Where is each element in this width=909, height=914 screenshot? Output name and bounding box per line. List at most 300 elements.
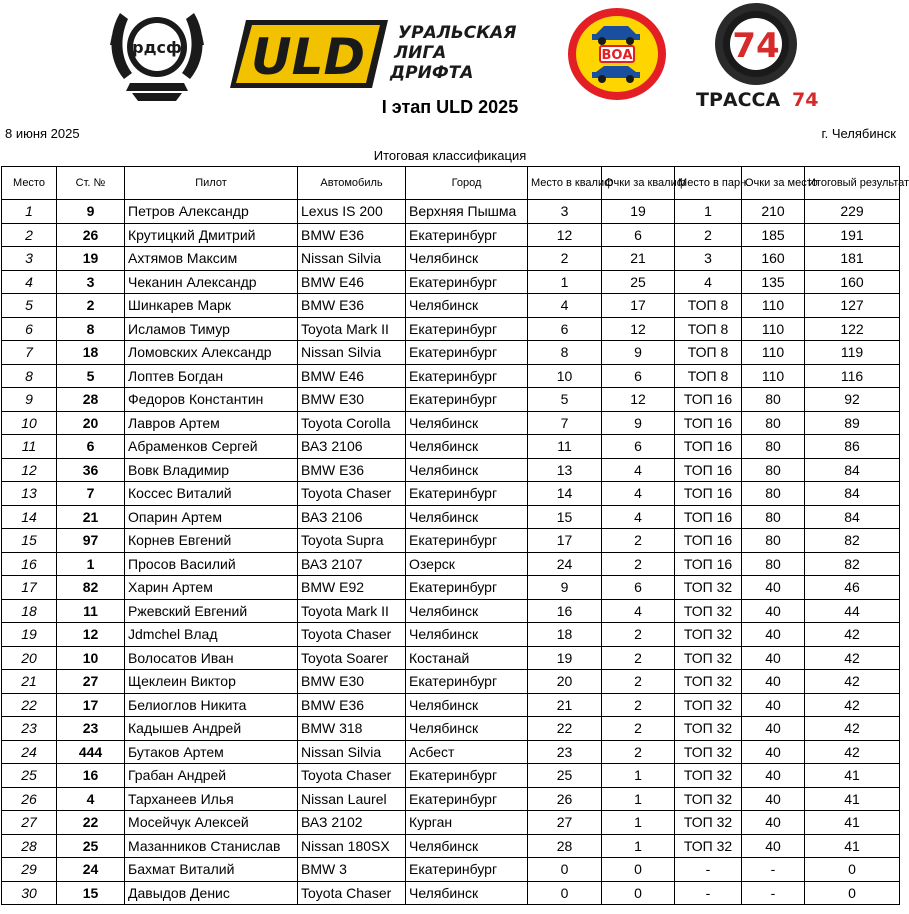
cell-city: Челябинск [406,294,528,318]
cell-pilot: Корнев Евгений [125,529,298,553]
cell-qual-place: 11 [528,435,602,459]
cell-car: ВАЗ 2106 [298,505,406,529]
cell-car: BMW E30 [298,670,406,694]
table-row [2,223,900,247]
cell-pilot: Опарин Артем [125,505,298,529]
table-row [2,693,900,717]
col-header-qual-place: Место в квалиф [528,167,602,200]
cell-place: 23 [2,717,57,741]
cell-car: Nissan Silvia [298,341,406,365]
cell-pilot: Чеканин Александр [125,270,298,294]
cell-qual-points: 2 [602,623,675,647]
cell-battle-place: ТОП 32 [675,717,742,741]
cell-pilot: Мазанников Станислав [125,834,298,858]
cell-start-number: 23 [57,717,125,741]
cell-qual-points: 19 [602,200,675,224]
cell-start-number: 444 [57,740,125,764]
cell-place: 3 [2,247,57,271]
cell-final-result: 84 [805,458,900,482]
table-header-row [2,167,900,200]
cell-city: Екатеринбург [406,270,528,294]
cell-car: ВАЗ 2106 [298,435,406,459]
event-title: I этап ULD 2025 [381,97,519,117]
cell-city: Челябинск [406,599,528,623]
table-row [2,270,900,294]
cell-place: 16 [2,552,57,576]
cell-qual-place: 4 [528,294,602,318]
cell-car: BMW E46 [298,364,406,388]
cell-city: Челябинск [406,247,528,271]
cell-pilot: Ахтямов Максим [125,247,298,271]
cell-city: Екатеринбург [406,341,528,365]
cell-qual-place: 0 [528,881,602,905]
cell-qual-points: 1 [602,764,675,788]
cell-car: ВАЗ 2107 [298,552,406,576]
cell-place: 22 [2,693,57,717]
table-row [2,529,900,553]
cell-pilot: Петров Александр [125,200,298,224]
cell-place: 18 [2,599,57,623]
cell-car: BMW E36 [298,693,406,717]
cell-place-points: 80 [742,505,805,529]
cell-place-points: 185 [742,223,805,247]
cell-start-number: 27 [57,670,125,694]
cell-place-points: 80 [742,482,805,506]
cell-place-points: 135 [742,270,805,294]
cell-qual-points: 2 [602,529,675,553]
cell-battle-place: 3 [675,247,742,271]
cell-final-result: 122 [805,317,900,341]
cell-final-result: 0 [805,881,900,905]
uld-logo [230,16,550,92]
cell-city: Екатеринбург [406,482,528,506]
cell-battle-place: ТОП 32 [675,764,742,788]
col-header-place: Место [2,167,57,200]
cell-place-points: 80 [742,435,805,459]
cell-place-points: - [742,858,805,882]
cell-place-points: 110 [742,341,805,365]
cell-qual-place: 16 [528,599,602,623]
cell-car: Nissan Silvia [298,247,406,271]
cell-city: Екатеринбург [406,388,528,412]
cell-start-number: 22 [57,811,125,835]
cell-battle-place: ТОП 8 [675,294,742,318]
table-row [2,646,900,670]
cell-pilot: Волосатов Иван [125,646,298,670]
cell-battle-place: ТОП 32 [675,646,742,670]
table-row [2,247,900,271]
cell-city: Екатеринбург [406,317,528,341]
cell-city: Екатеринбург [406,576,528,600]
cell-final-result: 41 [805,834,900,858]
cell-place: 25 [2,764,57,788]
cell-city: Озерск [406,552,528,576]
cell-qual-place: 23 [528,740,602,764]
cell-start-number: 12 [57,623,125,647]
cell-pilot: Белиоглов Никита [125,693,298,717]
cell-place: 4 [2,270,57,294]
cell-battle-place: ТОП 32 [675,576,742,600]
cell-start-number: 28 [57,388,125,412]
cell-start-number: 82 [57,576,125,600]
cell-qual-place: 17 [528,529,602,553]
classification-subtitle: Итоговая классификация [373,148,527,163]
table-row [2,881,900,905]
cell-qual-points: 4 [602,482,675,506]
cell-place-points: 160 [742,247,805,271]
cell-battle-place: ТОП 16 [675,552,742,576]
cell-qual-points: 2 [602,646,675,670]
cell-start-number: 25 [57,834,125,858]
cell-battle-place: 4 [675,270,742,294]
col-header-battle-place: Место в парн. [675,167,742,200]
cell-qual-points: 0 [602,858,675,882]
table-row [2,811,900,835]
cell-battle-place: - [675,858,742,882]
cell-start-number: 10 [57,646,125,670]
table-row [2,552,900,576]
cell-city: Челябинск [406,435,528,459]
cell-battle-place: ТОП 32 [675,740,742,764]
cell-car: BMW E46 [298,270,406,294]
cell-car: BMW E36 [298,294,406,318]
cell-pilot: Исламов Тимур [125,317,298,341]
cell-qual-place: 13 [528,458,602,482]
cell-pilot: Харин Артем [125,576,298,600]
cell-qual-points: 9 [602,341,675,365]
cell-place-points: 110 [742,294,805,318]
cell-start-number: 20 [57,411,125,435]
cell-qual-place: 7 [528,411,602,435]
cell-place: 8 [2,364,57,388]
track-logo-number: 74 [792,89,819,111]
cell-start-number: 26 [57,223,125,247]
cell-city: Екатеринбург [406,787,528,811]
cell-battle-place: ТОП 8 [675,341,742,365]
cell-car: BMW E30 [298,388,406,412]
cell-car: Toyota Chaser [298,623,406,647]
cell-place: 9 [2,388,57,412]
cell-final-result: 84 [805,482,900,506]
table-row [2,294,900,318]
cell-place-points: 80 [742,411,805,435]
cell-final-result: 41 [805,764,900,788]
cell-final-result: 82 [805,529,900,553]
cell-qual-place: 9 [528,576,602,600]
cell-final-result: 41 [805,811,900,835]
cell-pilot: Федоров Константин [125,388,298,412]
cell-qual-points: 2 [602,740,675,764]
cell-place-points: 80 [742,458,805,482]
cell-place-points: 80 [742,388,805,412]
cell-pilot: Лавров Артем [125,411,298,435]
cell-place: 30 [2,881,57,905]
cell-qual-points: 21 [602,247,675,271]
cell-city: Верхняя Пышма [406,200,528,224]
cell-place: 28 [2,834,57,858]
cell-city: Челябинск [406,623,528,647]
cell-pilot: Шинкарев Марк [125,294,298,318]
cell-city: Курган [406,811,528,835]
cell-pilot: Ломовских Александр [125,341,298,365]
cell-qual-points: 6 [602,223,675,247]
cell-city: Екатеринбург [406,858,528,882]
cell-qual-points: 17 [602,294,675,318]
league-name-line-1: УРАЛЬСКАЯ [398,23,517,43]
cell-place-points: 40 [742,599,805,623]
cell-qual-points: 12 [602,388,675,412]
cell-qual-points: 6 [602,435,675,459]
table-row [2,458,900,482]
cell-city: Екатеринбург [406,364,528,388]
table-row [2,576,900,600]
cell-qual-place: 5 [528,388,602,412]
table-row [2,435,900,459]
cell-final-result: 42 [805,693,900,717]
table-row [2,740,900,764]
cell-pilot: Кадышев Андрей [125,717,298,741]
cell-qual-points: 0 [602,881,675,905]
cell-qual-place: 14 [528,482,602,506]
cell-final-result: 160 [805,270,900,294]
cell-place: 5 [2,294,57,318]
cell-car: Toyota Mark II [298,317,406,341]
cell-final-result: 127 [805,294,900,318]
cell-car: BMW E36 [298,458,406,482]
cell-start-number: 9 [57,200,125,224]
cell-qual-place: 25 [528,764,602,788]
table-row [2,670,900,694]
cell-place: 6 [2,317,57,341]
uld-logo-text: ULD [251,28,365,86]
cell-qual-place: 26 [528,787,602,811]
table-row [2,717,900,741]
cell-car: Toyota Chaser [298,482,406,506]
cell-qual-points: 4 [602,599,675,623]
cell-final-result: 119 [805,341,900,365]
cell-start-number: 7 [57,482,125,506]
cell-car: Lexus IS 200 [298,200,406,224]
cell-car: Toyota Supra [298,529,406,553]
cell-pilot: Абраменков Сергей [125,435,298,459]
col-header-pilot: Пилот [125,167,298,200]
cell-car: BMW E36 [298,223,406,247]
cell-place: 12 [2,458,57,482]
cell-car: Toyota Soarer [298,646,406,670]
cell-start-number: 97 [57,529,125,553]
cell-qual-place: 0 [528,858,602,882]
cell-battle-place: ТОП 16 [675,435,742,459]
cell-city: Челябинск [406,693,528,717]
cell-place: 7 [2,341,57,365]
cell-start-number: 4 [57,787,125,811]
cell-place-points: 40 [742,623,805,647]
table-row [2,364,900,388]
table-row [2,411,900,435]
cell-final-result: 84 [805,505,900,529]
cell-car: ВАЗ 2102 [298,811,406,835]
cell-city: Челябинск [406,411,528,435]
event-city: г. Челябинск [821,126,896,141]
cell-place: 21 [2,670,57,694]
cell-battle-place: 1 [675,200,742,224]
results-body [2,200,900,905]
cell-pilot: Лоптев Богдан [125,364,298,388]
rdsa-logo-text: рдсф [132,38,182,57]
track-logo-text: ТРАССА [696,89,781,111]
cell-place-points: 40 [742,717,805,741]
cell-car: Toyota Chaser [298,881,406,905]
cell-city: Екатеринбург [406,529,528,553]
league-name-line-2: ЛИГА [394,43,447,63]
rdsa-logo [102,5,212,105]
cell-battle-place: ТОП 32 [675,787,742,811]
col-header-qual-points: Очки за квалиф [602,167,675,200]
cell-final-result: 46 [805,576,900,600]
cell-start-number: 8 [57,317,125,341]
cell-qual-place: 15 [528,505,602,529]
cell-qual-points: 1 [602,811,675,835]
cell-pilot: Тарханеев Илья [125,787,298,811]
cell-city: Челябинск [406,505,528,529]
cell-final-result: 44 [805,599,900,623]
cell-qual-points: 1 [602,834,675,858]
cell-qual-points: 2 [602,552,675,576]
cell-place: 17 [2,576,57,600]
cell-place-points: 210 [742,200,805,224]
cell-start-number: 24 [57,858,125,882]
track-74-logo [694,2,824,110]
cell-pilot: Грабан Андрей [125,764,298,788]
cell-start-number: 15 [57,881,125,905]
cell-place: 13 [2,482,57,506]
cell-car: Nissan 180SX [298,834,406,858]
cell-final-result: 0 [805,858,900,882]
table-row [2,599,900,623]
cell-place-points: 80 [742,552,805,576]
cell-final-result: 191 [805,223,900,247]
cell-place: 10 [2,411,57,435]
cell-qual-points: 12 [602,317,675,341]
voa-logo-text: ВОА [601,48,633,63]
cell-car: Toyota Chaser [298,764,406,788]
cell-qual-place: 24 [528,552,602,576]
cell-final-result: 42 [805,623,900,647]
cell-qual-place: 3 [528,200,602,224]
table-row [2,341,900,365]
cell-battle-place: - [675,881,742,905]
col-header-car: Автомобиль [298,167,406,200]
cell-qual-place: 20 [528,670,602,694]
cell-city: Екатеринбург [406,670,528,694]
cell-start-number: 18 [57,341,125,365]
cell-start-number: 6 [57,435,125,459]
col-header-city: Город [406,167,528,200]
cell-pilot: Щеклеин Виктор [125,670,298,694]
cell-city: Костанай [406,646,528,670]
cell-city: Челябинск [406,881,528,905]
cell-place: 27 [2,811,57,835]
cell-start-number: 36 [57,458,125,482]
cell-place: 14 [2,505,57,529]
cell-battle-place: ТОП 32 [675,670,742,694]
cell-qual-points: 6 [602,576,675,600]
cell-final-result: 89 [805,411,900,435]
cell-city: Челябинск [406,834,528,858]
cell-pilot: Ржевский Евгений [125,599,298,623]
cell-pilot: Вовк Владимир [125,458,298,482]
cell-start-number: 5 [57,364,125,388]
cell-pilot: Бахмат Виталий [125,858,298,882]
cell-qual-points: 9 [602,411,675,435]
cell-battle-place: ТОП 16 [675,458,742,482]
cell-place: 2 [2,223,57,247]
cell-battle-place: ТОП 8 [675,364,742,388]
cell-pilot: Просов Василий [125,552,298,576]
cell-battle-place: ТОП 16 [675,482,742,506]
cell-final-result: 181 [805,247,900,271]
track-badge-text: 74 [732,26,780,66]
cell-place-points: 40 [742,764,805,788]
cell-final-result: 116 [805,364,900,388]
cell-battle-place: ТОП 8 [675,317,742,341]
cell-qual-points: 25 [602,270,675,294]
cell-car: Nissan Laurel [298,787,406,811]
cell-qual-points: 2 [602,717,675,741]
cell-qual-place: 21 [528,693,602,717]
cell-qual-place: 22 [528,717,602,741]
cell-battle-place: ТОП 16 [675,505,742,529]
cell-start-number: 17 [57,693,125,717]
cell-place: 19 [2,623,57,647]
table-row [2,200,900,224]
cell-pilot: Давыдов Денис [125,881,298,905]
cell-qual-place: 2 [528,247,602,271]
cell-place-points: 110 [742,364,805,388]
cell-car: BMW 318 [298,717,406,741]
table-row [2,482,900,506]
cell-qual-place: 18 [528,623,602,647]
cell-place-points: 80 [742,529,805,553]
cell-car: Toyota Mark II [298,599,406,623]
cell-place: 26 [2,787,57,811]
league-name-line-3: ДРИФТА [390,63,474,83]
cell-start-number: 1 [57,552,125,576]
table-row [2,787,900,811]
table-row [2,317,900,341]
table-row [2,834,900,858]
cell-car: BMW E92 [298,576,406,600]
cell-battle-place: ТОП 32 [675,811,742,835]
cell-battle-place: ТОП 32 [675,599,742,623]
cell-city: Екатеринбург [406,223,528,247]
cell-final-result: 42 [805,717,900,741]
cell-battle-place: ТОП 16 [675,411,742,435]
cell-pilot: Мосейчук Алексей [125,811,298,835]
cell-final-result: 229 [805,200,900,224]
cell-place-points: 110 [742,317,805,341]
cell-qual-points: 4 [602,505,675,529]
cell-qual-place: 19 [528,646,602,670]
cell-place: 24 [2,740,57,764]
cell-pilot: Jdmchel Влад [125,623,298,647]
table-row [2,505,900,529]
cell-car: Toyota Corolla [298,411,406,435]
cell-place: 29 [2,858,57,882]
table-row [2,764,900,788]
cell-place-points: 40 [742,740,805,764]
cell-place: 20 [2,646,57,670]
